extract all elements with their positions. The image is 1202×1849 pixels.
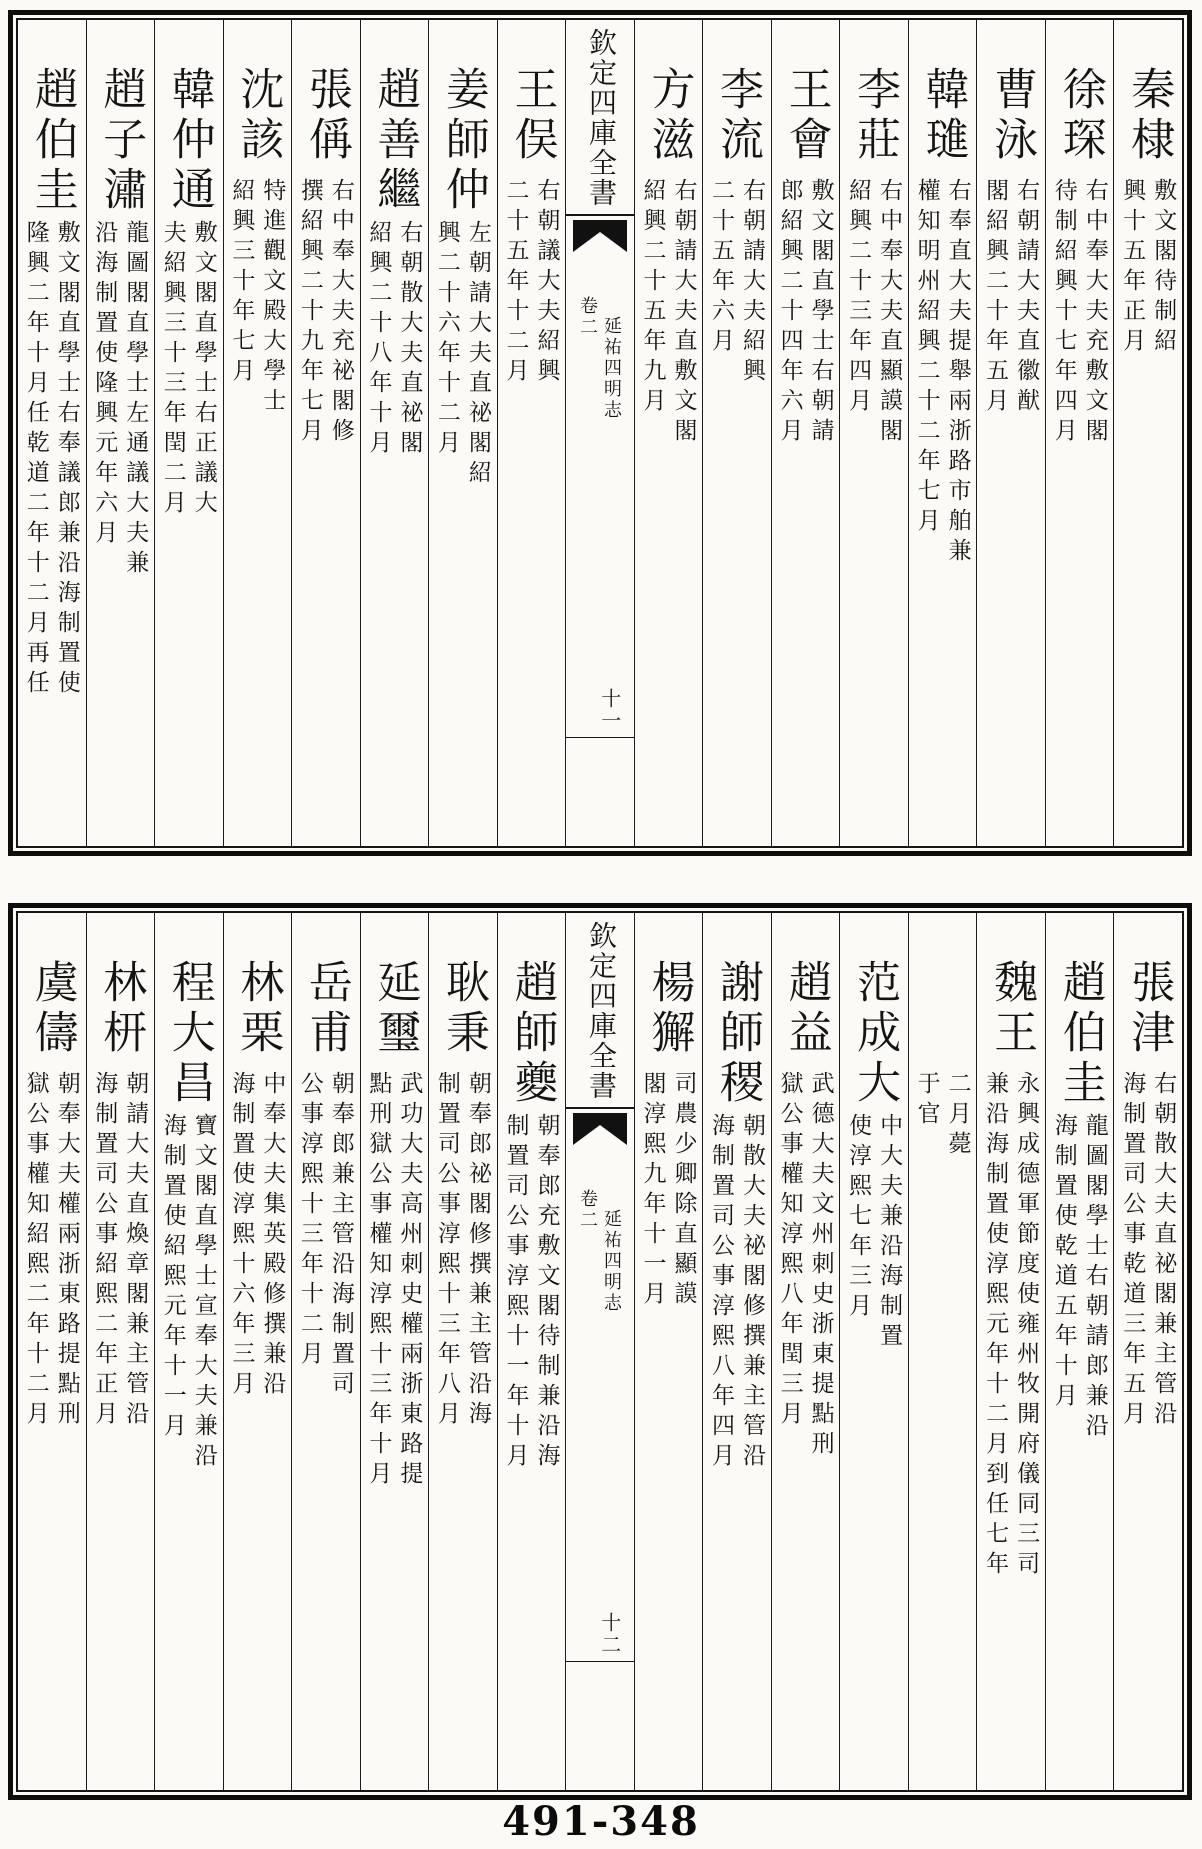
annotation-right-line: 右中奉大夫充敷文閣 bbox=[1082, 178, 1108, 448]
entry-annotation bbox=[843, 178, 905, 448]
annotation-left-line: 紹興二十八年十月 bbox=[366, 220, 392, 460]
entry-annotation bbox=[295, 1071, 357, 1401]
official-name: 沈該 bbox=[233, 66, 283, 166]
folio-number: 十一 bbox=[597, 688, 620, 732]
entry-column bbox=[497, 20, 566, 846]
entry-column bbox=[154, 913, 223, 1790]
entry-annotation bbox=[500, 178, 562, 388]
entry-annotation bbox=[706, 1113, 768, 1473]
book-title-group bbox=[576, 296, 624, 421]
annotation-left-line: 閣淳熙九年十一月 bbox=[640, 1071, 666, 1311]
official-name: 張津 bbox=[1124, 959, 1174, 1059]
annotation-left-line: 獄公事權知淳熙八年閏三月 bbox=[777, 1071, 803, 1431]
annotation-right-line: 中奉大夫集英殿修撰兼沿 bbox=[260, 1071, 286, 1401]
entry-annotation bbox=[1117, 1071, 1179, 1431]
entry-column bbox=[908, 913, 977, 1790]
book-title-group bbox=[576, 1189, 624, 1314]
entry-annotation bbox=[226, 1071, 288, 1401]
annotation-left-line: 海制置司公事乾道三年五月 bbox=[1120, 1071, 1146, 1431]
official-name: 岳甫 bbox=[301, 959, 351, 1059]
entry-column bbox=[18, 20, 86, 846]
entry-column bbox=[976, 913, 1045, 1790]
official-name: 張偁 bbox=[301, 66, 351, 166]
juan-label: 卷二 bbox=[577, 1189, 598, 1231]
annotation-right-line: 右朝請大夫紹興 bbox=[740, 178, 766, 388]
entry-column bbox=[1113, 20, 1182, 846]
official-name: 曹泳 bbox=[987, 66, 1037, 166]
official-name: 趙善繼 bbox=[370, 66, 420, 216]
annotation-right-line: 右朝請大夫直敷文閣 bbox=[671, 178, 697, 448]
official-name: 方滋 bbox=[644, 66, 694, 166]
entry-column bbox=[428, 20, 497, 846]
annotation-right-line: 右朝散大夫直祕閣兼主管沿 bbox=[1151, 1071, 1177, 1431]
annotation-left-line: 使淳熙七年三月 bbox=[846, 1113, 872, 1323]
entry-column bbox=[86, 913, 155, 1790]
entry-annotation bbox=[1049, 1113, 1111, 1443]
columns-container-upper bbox=[16, 18, 1184, 848]
official-name: 程大昌 bbox=[164, 959, 214, 1109]
entry-annotation bbox=[226, 178, 288, 418]
folio-rule bbox=[566, 1661, 634, 1662]
entry-column bbox=[976, 20, 1045, 846]
annotation-left-line: 點刑獄公事權知淳熙十三年十月 bbox=[366, 1071, 392, 1491]
annotation-right-line: 朝散大夫祕閣修撰兼主管沿 bbox=[740, 1113, 766, 1473]
entry-annotation bbox=[89, 220, 151, 580]
annotation-right-line: 右中奉大夫直顯謨閣 bbox=[877, 178, 903, 448]
annotation-right-line: 敷文閣待制紹 bbox=[1151, 178, 1177, 358]
annotation-left-line: 紹興二十五年九月 bbox=[640, 178, 666, 418]
colophon-column bbox=[565, 913, 634, 1790]
annotation-right-line: 敷文閣直學士右朝請 bbox=[808, 178, 834, 448]
entry-annotation bbox=[775, 178, 837, 448]
annotation-left-line: 海制置使乾道五年十月 bbox=[1051, 1113, 1077, 1413]
entry-annotation bbox=[706, 178, 768, 388]
entry-column bbox=[839, 913, 908, 1790]
entry-column bbox=[291, 913, 360, 1790]
official-name: 延璽 bbox=[370, 959, 420, 1059]
entry-annotation bbox=[1117, 178, 1179, 358]
entry-column bbox=[360, 913, 429, 1790]
entry-column bbox=[908, 20, 977, 846]
entry-annotation bbox=[363, 1071, 425, 1491]
annotation-right-line: 朝奉郎兼主管沿海制置司 bbox=[328, 1071, 354, 1401]
entry-annotation bbox=[912, 178, 974, 568]
entry-annotation bbox=[21, 220, 83, 700]
annotation-right-line: 龍圖閣直學士左通議大夫兼 bbox=[123, 220, 149, 580]
annotation-left-line: 郎紹興二十四年六月 bbox=[777, 178, 803, 448]
siku-title: 欽定四庫全書 bbox=[584, 921, 616, 1101]
annotation-right-line: 特進觀文殿大學士 bbox=[260, 178, 286, 418]
annotation-left-line: 海制置使淳熙十六年三月 bbox=[229, 1071, 255, 1401]
entry-column bbox=[1045, 913, 1114, 1790]
annotation-left-line: 權知明州紹興二十二年七月 bbox=[914, 178, 940, 538]
book-title: 延祐四明志 bbox=[601, 316, 622, 421]
siku-title: 欽定四庫全書 bbox=[584, 28, 616, 208]
book-title: 延祐四明志 bbox=[601, 1209, 622, 1314]
entry-annotation bbox=[500, 1113, 562, 1473]
page-block-lower bbox=[8, 903, 1192, 1800]
entry-column bbox=[86, 20, 155, 846]
annotation-right-line: 右朝議大夫紹興 bbox=[534, 178, 560, 388]
annotation-left-line: 海制置使紹熙元年十一月 bbox=[160, 1113, 186, 1443]
columns-container-lower bbox=[16, 911, 1184, 1792]
annotation-left-line: 制置司公事淳熙十一年十月 bbox=[503, 1113, 529, 1473]
annotation-right-line: 敷文閣直學士右正議大 bbox=[191, 220, 217, 520]
entry-column bbox=[154, 20, 223, 846]
annotation-left-line: 兼沿海制置使淳熙元年十二月到任七年 bbox=[983, 1071, 1009, 1581]
entry-column bbox=[702, 20, 771, 846]
annotation-left-line: 興二十六年十二月 bbox=[434, 220, 460, 460]
annotation-right-line: 左朝請大夫直祕閣紹 bbox=[465, 220, 491, 490]
official-name: 趙師夔 bbox=[507, 959, 557, 1109]
annotation-right-line: 朝奉郎充敷文閣待制兼沿海 bbox=[534, 1113, 560, 1473]
folio-number: 十二 bbox=[597, 1612, 620, 1656]
annotation-right-line: 二月薨 bbox=[945, 1071, 971, 1161]
entry-column bbox=[1113, 913, 1182, 1790]
entry-annotation bbox=[89, 1071, 151, 1431]
official-name: 虞儔 bbox=[27, 959, 77, 1059]
official-name: 韓璡 bbox=[918, 66, 968, 166]
annotation-right-line: 敷文閣直學士右奉議郎兼沿海制置使 bbox=[54, 220, 80, 700]
entry-column bbox=[18, 913, 86, 1790]
annotation-right-line: 龍圖閣學士右朝請郎兼沿 bbox=[1082, 1113, 1108, 1443]
official-name: 林栗 bbox=[233, 959, 283, 1059]
official-name: 姜師仲 bbox=[438, 66, 488, 216]
entry-column bbox=[1045, 20, 1114, 846]
annotation-right-line: 武功大夫高州刺史權兩浙東路提 bbox=[397, 1071, 423, 1491]
official-name: 林枅 bbox=[96, 959, 146, 1059]
official-name: 范成大 bbox=[850, 959, 900, 1109]
official-name: 趙益 bbox=[781, 959, 831, 1059]
entry-annotation bbox=[432, 220, 494, 490]
annotation-right-line: 武德大夫文州刺史浙東提點刑 bbox=[808, 1071, 834, 1461]
entry-annotation bbox=[980, 1071, 1042, 1581]
entry-annotation bbox=[432, 1071, 494, 1431]
official-name: 李莊 bbox=[850, 66, 900, 166]
official-name: 王俣 bbox=[507, 66, 557, 166]
annotation-right-line: 永興成德軍節度使雍州牧開府儀同三司 bbox=[1014, 1071, 1040, 1581]
official-name: 秦棣 bbox=[1124, 66, 1174, 166]
entry-column bbox=[291, 20, 360, 846]
annotation-left-line: 二十五年十二月 bbox=[503, 178, 529, 388]
annotation-right-line: 司農少卿除直顯謨 bbox=[671, 1071, 697, 1311]
official-name: 徐琛 bbox=[1055, 66, 1105, 166]
annotation-left-line: 夫紹興三十三年閏二月 bbox=[160, 220, 186, 520]
entry-column bbox=[634, 913, 703, 1790]
annotation-left-line: 閣紹興二十年五月 bbox=[983, 178, 1009, 418]
entry-annotation bbox=[295, 178, 357, 448]
annotation-right-line: 中大夫兼沿海制置 bbox=[877, 1113, 903, 1353]
annotation-right-line: 寶文閣直學士宣奉大夫兼沿 bbox=[191, 1113, 217, 1473]
annotation-left-line: 公事淳熙十三年十二月 bbox=[297, 1071, 323, 1371]
annotation-left-line: 制置司公事淳熙十三年八月 bbox=[434, 1071, 460, 1431]
annotation-right-line: 右中奉大夫充祕閣修 bbox=[328, 178, 354, 448]
official-name: 魏王 bbox=[987, 959, 1037, 1059]
official-name: 謝師稷 bbox=[713, 959, 763, 1109]
entry-column bbox=[634, 20, 703, 846]
entry-column bbox=[771, 913, 840, 1790]
official-name: 李流 bbox=[713, 66, 763, 166]
official-name: 楊獬 bbox=[644, 959, 694, 1059]
annotation-right-line: 右朝散大夫直祕閣 bbox=[397, 220, 423, 460]
official-name: 趙伯圭 bbox=[27, 66, 77, 216]
entry-annotation bbox=[912, 1071, 974, 1161]
entry-annotation bbox=[638, 178, 700, 448]
entry-annotation bbox=[775, 1071, 837, 1461]
entry-annotation bbox=[363, 220, 425, 460]
entry-annotation bbox=[1049, 178, 1111, 448]
entry-column bbox=[223, 20, 292, 846]
annotation-left-line: 獄公事權知紹熙二年十二月 bbox=[23, 1071, 49, 1431]
official-name: 趙伯圭 bbox=[1055, 959, 1105, 1109]
annotation-left-line: 海制置司公事淳熙八年四月 bbox=[709, 1113, 735, 1473]
folio-rule bbox=[566, 737, 634, 738]
annotation-left-line: 海制置司公事紹熙二年正月 bbox=[92, 1071, 118, 1431]
entry-column bbox=[223, 913, 292, 1790]
annotation-right-line: 右奉直大夫提舉兩浙路市舶兼 bbox=[945, 178, 971, 568]
entry-column bbox=[702, 913, 771, 1790]
entry-column bbox=[771, 20, 840, 846]
annotation-right-line: 朝請大夫直煥章閣兼主管沿 bbox=[123, 1071, 149, 1431]
official-name: 耿秉 bbox=[438, 959, 488, 1059]
colophon-rule bbox=[566, 1107, 634, 1109]
plate-number: 491-348 bbox=[502, 1798, 700, 1845]
colophon-rule bbox=[566, 214, 634, 216]
annotation-right-line: 朝奉郎祕閣修撰兼主管沿海 bbox=[465, 1071, 491, 1431]
entry-annotation bbox=[980, 178, 1042, 418]
annotation-left-line: 于官 bbox=[914, 1071, 940, 1131]
official-name: 王會 bbox=[781, 66, 831, 166]
entry-annotation bbox=[158, 220, 220, 520]
annotation-right-line: 右朝請大夫直徽猷 bbox=[1014, 178, 1040, 418]
official-name: 趙子潚 bbox=[96, 66, 146, 216]
fishtail-ornament bbox=[573, 1113, 627, 1147]
annotation-left-line: 興十五年正月 bbox=[1120, 178, 1146, 358]
annotation-right-line: 朝奉大夫權兩浙東路提點刑 bbox=[54, 1071, 80, 1431]
entry-annotation bbox=[158, 1113, 220, 1473]
entry-column bbox=[839, 20, 908, 846]
fishtail-ornament bbox=[573, 220, 627, 254]
annotation-left-line: 沿海制置使隆興元年六月 bbox=[92, 220, 118, 550]
annotation-left-line: 隆興二年十月任乾道二年十二月再任 bbox=[23, 220, 49, 700]
page-block-upper bbox=[8, 10, 1192, 856]
entry-annotation bbox=[21, 1071, 83, 1431]
colophon-column bbox=[565, 20, 634, 846]
entry-column bbox=[428, 913, 497, 1790]
annotation-left-line: 待制紹興十七年四月 bbox=[1051, 178, 1077, 448]
juan-label: 卷二 bbox=[577, 296, 598, 338]
annotation-left-line: 紹興二十三年四月 bbox=[846, 178, 872, 418]
entry-column bbox=[360, 20, 429, 846]
annotation-left-line: 二十五年六月 bbox=[709, 178, 735, 358]
entry-annotation bbox=[843, 1113, 905, 1353]
official-name: 韓仲通 bbox=[164, 66, 214, 216]
entry-column bbox=[497, 913, 566, 1790]
annotation-left-line: 撰紹興二十九年七月 bbox=[297, 178, 323, 448]
entry-annotation bbox=[638, 1071, 700, 1311]
annotation-left-line: 紹興三十年七月 bbox=[229, 178, 255, 388]
